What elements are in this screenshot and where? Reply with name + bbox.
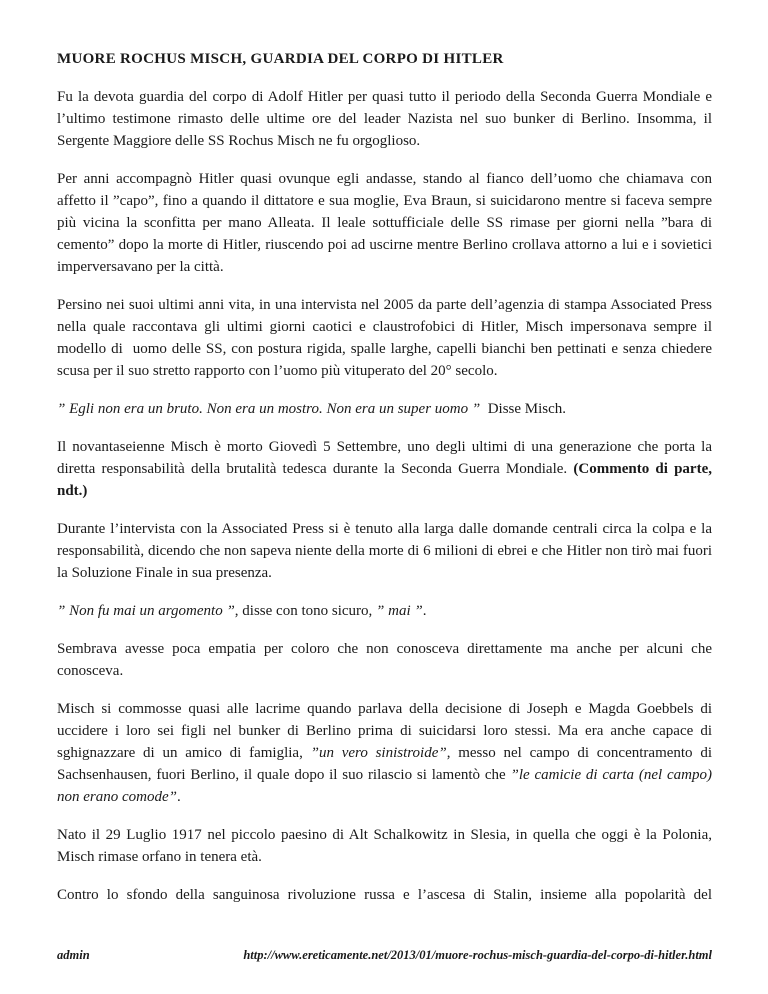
text-run-normal: Per anni accompagnò Hitler quasi ovunque egli andasse, stando al fianco dell’uomo che chiamava con affetto il ”capo”, fino a quando il dittatore e sua moglie, Eva Braun, si suicidarono mentre si faceva sempre più vicina la sconfitta per mano Alleata. Il leale sottufficiale delle SS rimase per giorni nella ”bara di cemento” dopo la morte di Hitler, riuscendo poi ad uscirne mentre Berlino crollava attorno a lui e i sovietici imperversavano per la città. — [57, 171, 712, 275]
article-body — [57, 86, 712, 906]
paragraph-colpa — [57, 518, 712, 584]
page-footer — [57, 947, 712, 964]
paragraph-quote-argomento — [57, 600, 712, 622]
text-run-normal: Disse Misch. — [480, 401, 567, 417]
text-run-normal: Fu la devota guardia del corpo di Adolf Hitler per quasi tutto il periodo della Seconda Guerra Mondiale e l’ultimo testimone rimasto delle ultime ore del leader Nazista nel suo bunker di Berlino. Insomma, il Sergente Maggiore delle SS Rochus Misch ne fu orgoglioso. — [57, 89, 712, 149]
text-run-normal: . — [177, 789, 181, 805]
text-run-normal: Durante l’intervista con la Associated Press si è tenuto alla larga dalle domande centrali circa la colpa e la responsabilità, dicendo che non sapeva niente della morte di 6 milioni di ebrei e che Hitler non tirò mai fuori la Soluzione Finale in sua presenza. — [57, 521, 712, 581]
text-run-normal: , disse con tono sicuro, — [234, 603, 377, 619]
paragraph-nascita — [57, 824, 712, 868]
text-run-normal: Contro lo sfondo della sanguinosa rivoluzione russa e l’ascesa di Stalin, insieme alla popolarità del — [57, 887, 712, 903]
paragraph-intro — [57, 86, 712, 152]
text-run-italic: ” Egli non era un bruto. Non era un mostro. Non era un super uomo ” — [57, 401, 481, 417]
paragraph-goebbels — [57, 698, 712, 808]
text-run-normal: Misch si commosse quasi alle lacrime quando parlava della decisione di Joseph e Magda Goebbels di uccidere i loro sei figli nel bunker di Berlino prima di suicidarsi loro stessi. Ma era anche capace di sghignazzare di un amico di famiglia, — [57, 701, 712, 761]
text-run-normal: Il novantaseienne Misch è morto Giovedì 5 Settembre, uno degli ultimi di una generazione che porta la diretta responsabilità della brutalità tedesca durante la Seconda Guerra Mondiale. — [57, 439, 712, 477]
text-run-normal: Sembrava avesse poca empatia per coloro che non conosceva direttamente ma anche per alcuni che conosceva. — [57, 641, 712, 679]
text-run-italic: ” Non fu mai un argomento ” — [57, 603, 235, 619]
text-run-normal: Persino nei suoi ultimi anni vita, in una intervista nel 2005 da parte dell’agenzia di stampa Associated Press nella quale raccontava gli ultimi giorni caotici e claustrofobici di Hitler, Misch impersonava sempre il modello di uomo delle SS, con postura rigida, spalle larghe, capelli bianchi ben pettinati e senza chiedere scusa per il suo stretto rapporto con l’uomo più vituperato del 20° secolo. — [57, 297, 712, 379]
text-run-normal: , messo nel campo di concentramento di Sachsenhausen, fuori Berlino, il quale dopo il suo rilascio si lamentò che — [57, 745, 712, 783]
paragraph-stalin — [57, 884, 712, 906]
text-run-bold: (Commento di parte, ndt.) — [57, 461, 712, 499]
text-run-italic: ”le camicie di carta (nel campo) non erano comode” — [57, 767, 712, 805]
article-title: MUORE ROCHUS MISCH, GUARDIA DEL CORPO DI HITLER — [57, 51, 504, 67]
paragraph-quote-bruto — [57, 398, 712, 420]
paragraph-empatia — [57, 638, 712, 682]
paragraph-capo — [57, 168, 712, 278]
text-run-italic: ”un vero sinistroide” — [310, 745, 447, 761]
paragraph-morte — [57, 436, 712, 502]
text-run-normal: . — [422, 603, 427, 619]
text-run-italic: ” mai ” — [376, 603, 423, 619]
paragraph-intervista-2005 — [57, 294, 712, 382]
footer-author: admin — [57, 948, 90, 962]
footer-source-url: http://www.ereticamente.net/2013/01/muore-rochus-misch-guardia-del-corpo-di-hitler.html — [243, 948, 712, 962]
text-run-normal: Nato il 29 Luglio 1917 nel piccolo paesino di Alt Schalkowitz in Slesia, in quella che oggi è la Polonia, Misch rimase orfano in tenera età. — [57, 827, 712, 865]
